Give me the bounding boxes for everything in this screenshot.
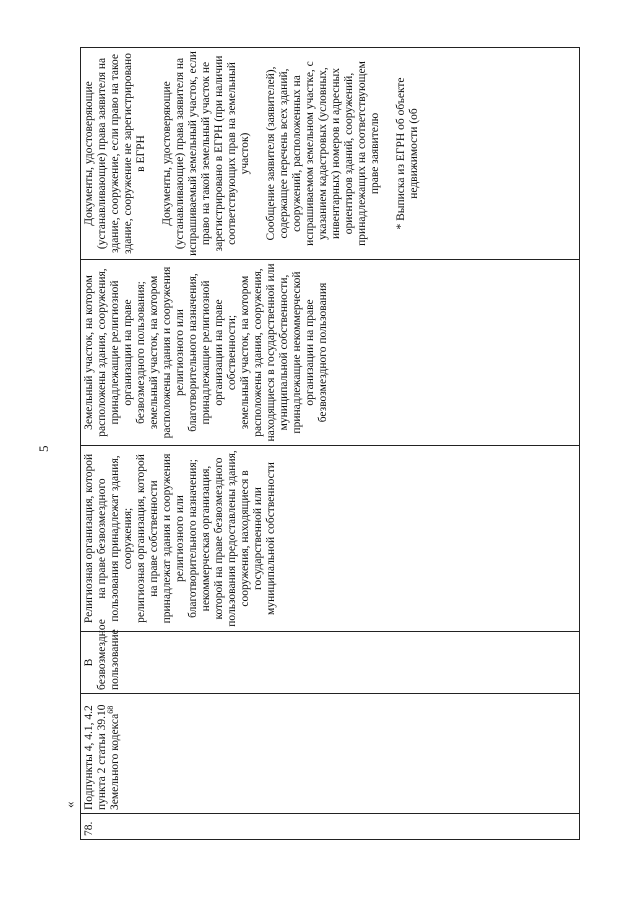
legal-basis-text: Подпункты 4, 4.1, 4.2 пункта 2 статьи 39.10 Земельного кодекса — [83, 704, 121, 810]
right-type-cell — [81, 619, 580, 694]
right-type-text: В безвозмездное пользование — [83, 619, 121, 690]
rotated-table-container — [80, 48, 580, 840]
document-item: Сообщение заявителя (заявителей), содержащее перечень всех зданий, сооружений, расположенных на испрашиваемом земельном участке, с указанием кадастровых (условных, инвентарных) номеров и адресных ориентиров зданий, сооружений, принадлежащих на соответствующем праве заявителю — [265, 61, 381, 246]
applicant-item: Религиозная организация, которой на праве безвозмездного пользования принадлежат здания, сооружения; — [83, 453, 134, 624]
land-plot-item: земельный участок, на котором расположены здания, сооружения, находящиеся в государственной или муниципальной собственности, принадлежащие некоммерческой организации на праве безвозмездного пользования — [239, 263, 329, 442]
land-plot-item: Земельный участок, на котором расположены здания, сооружения, принадлежащие религиозной организации на праве безвозмездного пользования; — [83, 268, 147, 437]
table-row — [81, 48, 580, 840]
documents-cell — [81, 48, 580, 260]
opening-quote-mark: « — [62, 801, 77, 808]
document-item: Документы, удостоверяющие (устанавливающие) права заявителя на испрашиваемый земельный участок, если право на такой земельный участок не зарегистрировано в ЕГРН (при наличии соответствующих прав на земельный участок) — [161, 51, 251, 256]
legal-basis-cell — [81, 694, 580, 814]
footnote-mark: 68 — [106, 705, 116, 714]
row-number-cell — [81, 814, 580, 840]
document-item: * Выписка из ЕГРН об объекте недвижимости (об — [395, 77, 420, 230]
applicant-item: некоммерческая организация, которой на праве безвозмездного пользования предоставлены здания, сооружения, находящиеся в государственной или муниципальной собственности — [200, 450, 277, 627]
applicants-cell — [81, 446, 580, 632]
row-number: 78. — [83, 821, 95, 836]
page-number: 5 — [36, 445, 51, 452]
document-item: Документы, удостоверяющие (устанавливающие) права заявителя на здание, сооружение, если право на такое здание, сооружение не зарегистрировано в ЕГРН — [83, 53, 147, 254]
land-plot-item: земельный участок, на котором расположены здания и сооружения религиозного или благотворительного назначения, принадлежащие религиозной организации на праве собственности; — [148, 266, 238, 439]
land-plots-cell — [81, 260, 580, 446]
applicant-item: религиозная организация, которой на праве собственности принадлежат здания и сооружения религиозного или благотворительного назначения; — [135, 453, 199, 624]
document-table — [80, 47, 580, 840]
